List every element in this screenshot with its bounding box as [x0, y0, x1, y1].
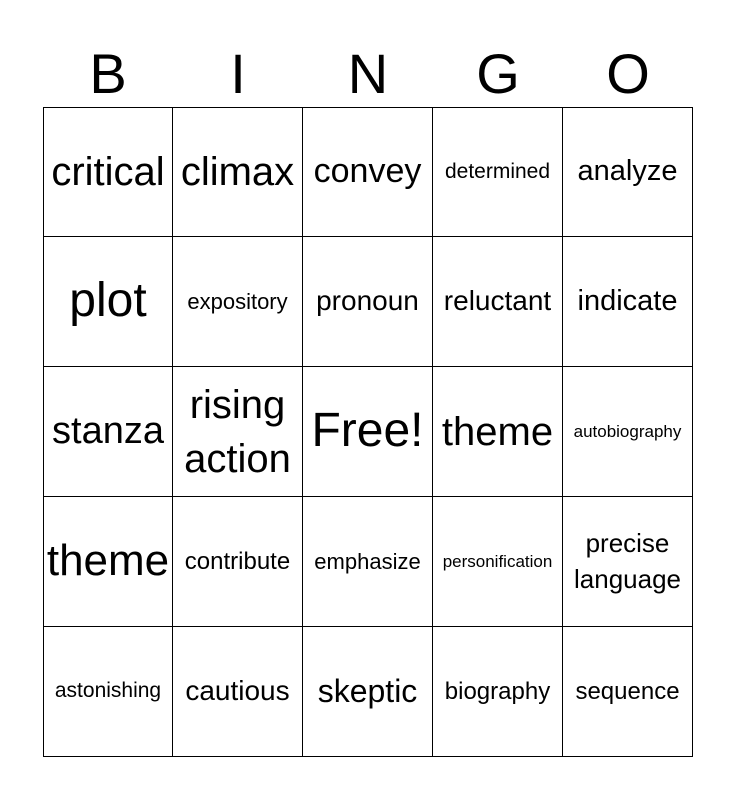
bingo-cell-r1-c2[interactable] — [173, 107, 303, 237]
header-letter-g: G — [476, 42, 520, 105]
bingo-cell-r5-c3[interactable] — [303, 627, 433, 757]
bingo-cell-r1-c3[interactable] — [303, 107, 433, 237]
bingo-cell-r3-c3-free[interactable] — [303, 367, 433, 497]
bingo-cell-r5-c2[interactable] — [173, 627, 303, 757]
cell-word: autobiography — [573, 421, 682, 441]
cell-word: pronoun — [316, 285, 419, 317]
bingo-cell-r5-c1[interactable] — [43, 627, 173, 757]
cell-word: plot — [69, 274, 147, 328]
bingo-cell-r5-c5[interactable] — [563, 627, 693, 757]
bingo-cell-r3-c1[interactable] — [43, 367, 173, 497]
cell-word: precise language — [574, 528, 681, 594]
bingo-cell-r4-c4[interactable] — [433, 497, 563, 627]
cell-word: stanza — [52, 409, 164, 452]
bingo-cell-r3-c4[interactable] — [433, 367, 563, 497]
bingo-cell-r4-c1[interactable] — [43, 497, 173, 627]
cell-word: contribute — [184, 547, 291, 575]
cell-word: critical — [51, 150, 165, 194]
bingo-cell-r3-c2[interactable] — [173, 367, 303, 497]
header-letter-b: B — [89, 42, 127, 105]
cell-word: theme — [46, 536, 170, 586]
bingo-cell-r4-c5[interactable] — [563, 497, 693, 627]
bingo-cell-r2-c2[interactable] — [173, 237, 303, 367]
bingo-cell-r4-c3[interactable] — [303, 497, 433, 627]
cell-word: reluctant — [443, 285, 552, 317]
bingo-cell-r2-c3[interactable] — [303, 237, 433, 367]
bingo-cell-r2-c1[interactable] — [43, 237, 173, 367]
bingo-cell-r2-c5[interactable] — [563, 237, 693, 367]
cell-word: determined — [444, 159, 551, 183]
cell-word: theme — [441, 409, 554, 454]
bingo-board — [43, 107, 693, 757]
bingo-cell-r1-c5[interactable] — [563, 107, 693, 237]
header-letter-o: O — [606, 42, 650, 105]
cell-word: rising action — [184, 382, 291, 481]
free-space-label: Free! — [311, 404, 424, 458]
cell-word: convey — [313, 152, 422, 191]
bingo-cell-r2-c4[interactable] — [433, 237, 563, 367]
bingo-cell-r1-c4[interactable] — [433, 107, 563, 237]
bingo-cell-r1-c1[interactable] — [43, 107, 173, 237]
bingo-cell-r3-c5[interactable] — [563, 367, 693, 497]
cell-word: sequence — [575, 677, 680, 705]
cell-word: astonishing — [54, 679, 162, 703]
cell-word: analyze — [577, 155, 678, 188]
bingo-cell-r4-c2[interactable] — [173, 497, 303, 627]
cell-word: expository — [187, 288, 288, 314]
bingo-header — [43, 40, 693, 108]
cell-word: personification — [442, 551, 553, 571]
cell-word: biography — [444, 677, 551, 705]
cell-word: indicate — [577, 284, 678, 317]
bingo-cell-r5-c4[interactable] — [433, 627, 563, 757]
cell-word: cautious — [185, 675, 290, 707]
cell-word: climax — [180, 150, 295, 194]
header-letter-n: N — [347, 42, 389, 105]
cell-word: emphasize — [314, 548, 421, 574]
cell-word: skeptic — [317, 673, 418, 710]
header-letter-i: I — [230, 42, 246, 105]
